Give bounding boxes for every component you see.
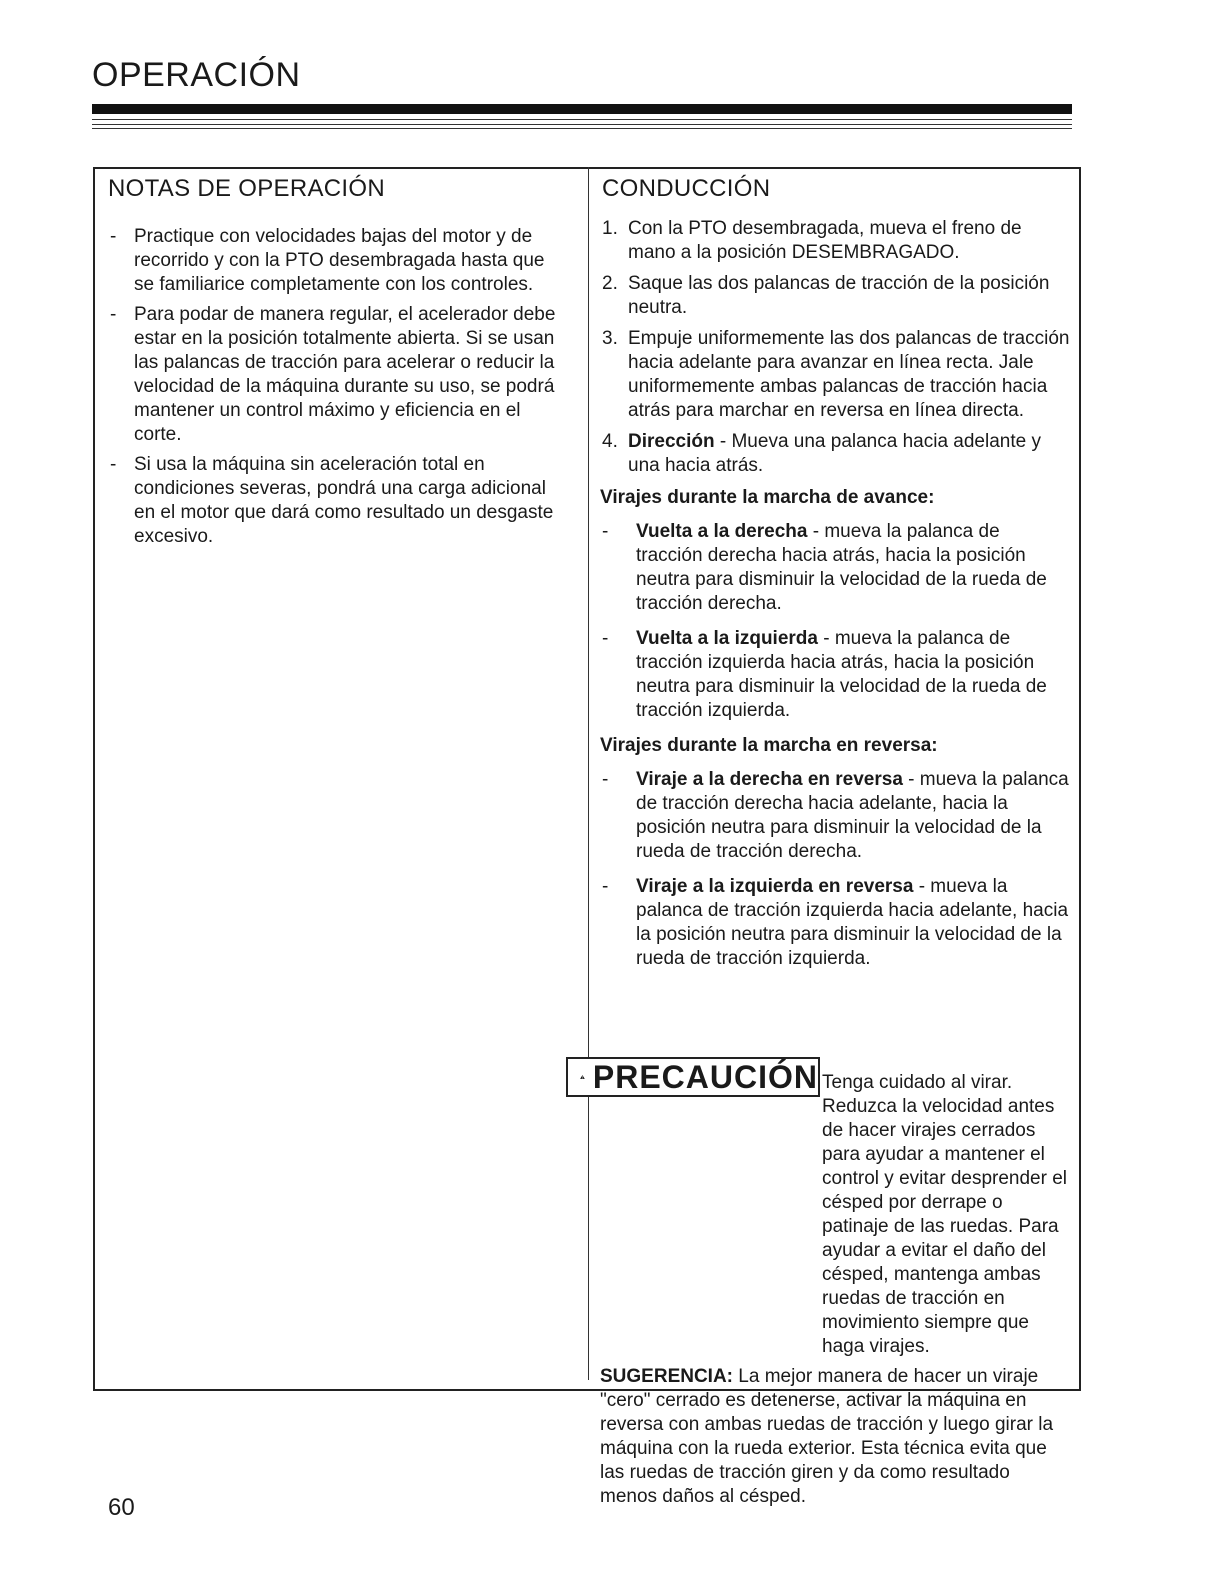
caution-label: PRECAUCIÓN (592, 1058, 818, 1095)
page-title: OPERACIÓN (92, 56, 301, 94)
warning-triangle-icon (580, 1061, 585, 1093)
step-text: Saque las dos palancas de tracción de la posición neutra. (628, 273, 1050, 318)
item-text: - mueva la palanca de tracción izquierda hacia adelante, hacia la posición neutra para disminuir la velocidad de la rueda de tracción izquierda. (636, 876, 1069, 969)
driving-section (600, 175, 1070, 982)
tip-paragraph (600, 1365, 1070, 1509)
list-item (600, 272, 1070, 320)
reverse-turns-list (600, 768, 1070, 971)
caution-body (600, 1071, 1070, 1515)
caution-paragraph: Tenga cuidado al virar. Reduzca la velocidad antes de hacer virajes cerrados para ayudar a mantener el control y evitar desprender el césped por derrape o patinaje de las ruedas. Para ayudar a evitar el daño del césped, mantenga ambas ruedas de tracción en movimiento siempre que haga virajes. (822, 1072, 1068, 1357)
step-number: 2. (602, 273, 618, 294)
step-number: 3. (602, 328, 618, 349)
driving-title: CONDUCCIÓN (602, 175, 771, 202)
reverse-turns-heading: Virajes durante la marcha en reversa: (600, 735, 938, 756)
caution-label-box (566, 1057, 820, 1097)
step-text: Con la PTO desembragada, mueva el freno de mano a la posición DESEMBRAGADO. (628, 218, 1022, 263)
list-item (600, 875, 1070, 971)
list-item: - Practique con velocidades bajas del motor y de recorrido y con la PTO desembragada hasta que se familiarice completamente con los controles. (106, 225, 568, 297)
list-item: - Para podar de manera regular, el acelerador debe estar en la posición totalmente abierta. Si se usan las palancas de tracción para acelerar o reducir la velocidad de la máquina durante su uso, se podrá mantener un control máximo y eficiencia en el corte. (106, 303, 568, 447)
header-rule-thin-1 (92, 119, 1072, 120)
header-rule-thin-3 (92, 128, 1072, 129)
step-text: Empuje uniformemente las dos palancas de tracción hacia adelante para avanzar en línea recta. Jale uniformemente ambas palancas de tracción hacia atrás para marchar en reversa en línea directa. (628, 328, 1070, 421)
tip-label: SUGERENCIA: (600, 1366, 734, 1387)
item-bold: Vuelta a la derecha (636, 521, 808, 542)
column-divider (588, 167, 589, 1380)
item-bold: Viraje a la izquierda en reversa (636, 876, 914, 897)
list-item (600, 627, 1070, 723)
header-rule-thick (92, 104, 1072, 114)
item-bold: Viraje a la derecha en reversa (636, 769, 903, 790)
step-number: 4. (602, 431, 618, 452)
step-bold: Dirección (628, 431, 715, 452)
item-bold: Vuelta a la izquierda (636, 628, 818, 649)
forward-turns-list (600, 520, 1070, 723)
list-item (600, 327, 1070, 423)
list-item (600, 217, 1070, 265)
item-text: - mueva la palanca de tracción derecha hacia atrás, hacia la posición neutra para disminuir la velocidad de la rueda de tracción derecha. (636, 521, 1047, 614)
list-item (600, 768, 1070, 864)
list-item (600, 430, 1070, 478)
step-number: 1. (602, 218, 618, 239)
list-item (600, 520, 1070, 616)
operation-notes-title: NOTAS DE OPERACIÓN (108, 175, 385, 202)
list-item: - Si usa la máquina sin aceleración total en condiciones severas, pondrá una carga adicional en el motor que dará como resultado un desgaste excesivo. (106, 453, 568, 549)
operation-notes-section (106, 175, 568, 555)
item-text: - mueva la palanca de tracción izquierda hacia atrás, hacia la posición neutra para disminuir la velocidad de la rueda de tracción izquierda. (636, 628, 1047, 721)
operation-notes-list (106, 225, 568, 549)
header-rule-thin-2 (92, 124, 1072, 125)
forward-turns-heading: Virajes durante la marcha de avance: (600, 487, 935, 508)
step-text: - Mueva una palanca hacia adelante y una hacia atrás. (628, 431, 1041, 476)
page-number: 60 (108, 1494, 135, 1521)
driving-steps (600, 217, 1070, 478)
item-text: - mueva la palanca de tracción derecha hacia adelante, hacia la posición neutra para disminuir la velocidad de la rueda de tracción derecha. (636, 769, 1069, 862)
tip-text: La mejor manera de hacer un viraje "cero" cerrado es detenerse, activar la máquina en reversa con ambas ruedas de tracción y luego girar la máquina con la rueda exterior. Esta técnica evita que las ruedas de tracción giren y da como resultado menos daños al césped. (600, 1366, 1054, 1507)
